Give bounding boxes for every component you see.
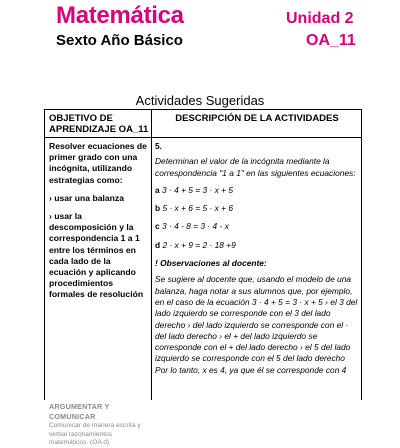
- objective-cell: [49, 141, 149, 308]
- strategy-item: › usar la descomposición y la correspondencia 1 a 1 entre los términos en cada lado de la ecuación y aplicando procedimientos formales de resolución: [49, 211, 144, 300]
- argue-communicate-block: [49, 402, 149, 448]
- table-head-left: OBJETIVO DE APRENDIZAJE OA_11: [49, 113, 149, 135]
- activity-number: 5.: [155, 141, 162, 151]
- equation-letter: d: [155, 239, 161, 250]
- table-column-divider: [151, 110, 152, 400]
- equation-item: [155, 185, 359, 196]
- table-row-divider: [45, 137, 361, 138]
- activity-table: [44, 109, 362, 447]
- equation-letter: c: [155, 221, 160, 232]
- observations-text: Se sugiere al docente que, usando el modelo de una balanza, haga notar a sus alumnos que, por ejemplo, en el caso de la ecuación 3 · 4 + 5 = 3 · x + 5 › el 3 del lado izquierdo se corresponde con el 3 del lado derecho › del lado izquierdo se corresponde con el · del lado derecho › el + del lado izquierdo se corresponde con el + del lado derecho › el 5 del lado izquierdo se corresponde con el 5 del lado derecho Por lo tanto, x es 4, ya que él se corresponde con 4: [155, 274, 358, 375]
- equation-item: [155, 203, 359, 214]
- objective-text: Resolver ecuaciones de primer grado con una incógnita, utilizando estrategias como:: [49, 141, 147, 185]
- table-head-right: DESCRIPCIÓN DE LA ACTIVIDADES: [175, 113, 339, 124]
- header-oa-code: OA_11: [306, 32, 356, 49]
- equation-text: 2 · x + 9 = 2 · 18 +9: [162, 239, 236, 250]
- section-title: Actividades Sugeridas: [135, 93, 265, 108]
- equation-letter: a: [155, 184, 160, 195]
- equation-text: 3 · 4 + 5 = 3 · x + 5: [162, 184, 233, 195]
- header-unit: Unidad 2: [286, 10, 354, 27]
- observations-title: ! Observaciones al docente:: [155, 258, 267, 269]
- equation-text: 5 · x + 6 = 5 · x + 6: [162, 203, 233, 214]
- equation-letter: b: [155, 203, 161, 214]
- equation-item: [155, 240, 359, 251]
- header-title: Matemática: [56, 2, 184, 29]
- description-cell: [155, 141, 359, 376]
- equation-item: [155, 221, 359, 232]
- header-subtitle: Sexto Año Básico: [56, 32, 183, 49]
- equation-text: 3 · 4 - 8 = 3 · 4 - x: [162, 221, 229, 232]
- argue-description: Comunicar de manera escrita y verbal razonamientos matemáticos. (OA d): [49, 422, 141, 447]
- argue-title: ARGUMENTAR Y COMUNICAR: [49, 402, 110, 421]
- activity-intro: Determinan el valor de la incógnita mediante la correspondencia "1 a 1" en las siguientes ecuaciones:: [155, 156, 356, 178]
- strategy-item: › usar una balanza: [49, 192, 124, 203]
